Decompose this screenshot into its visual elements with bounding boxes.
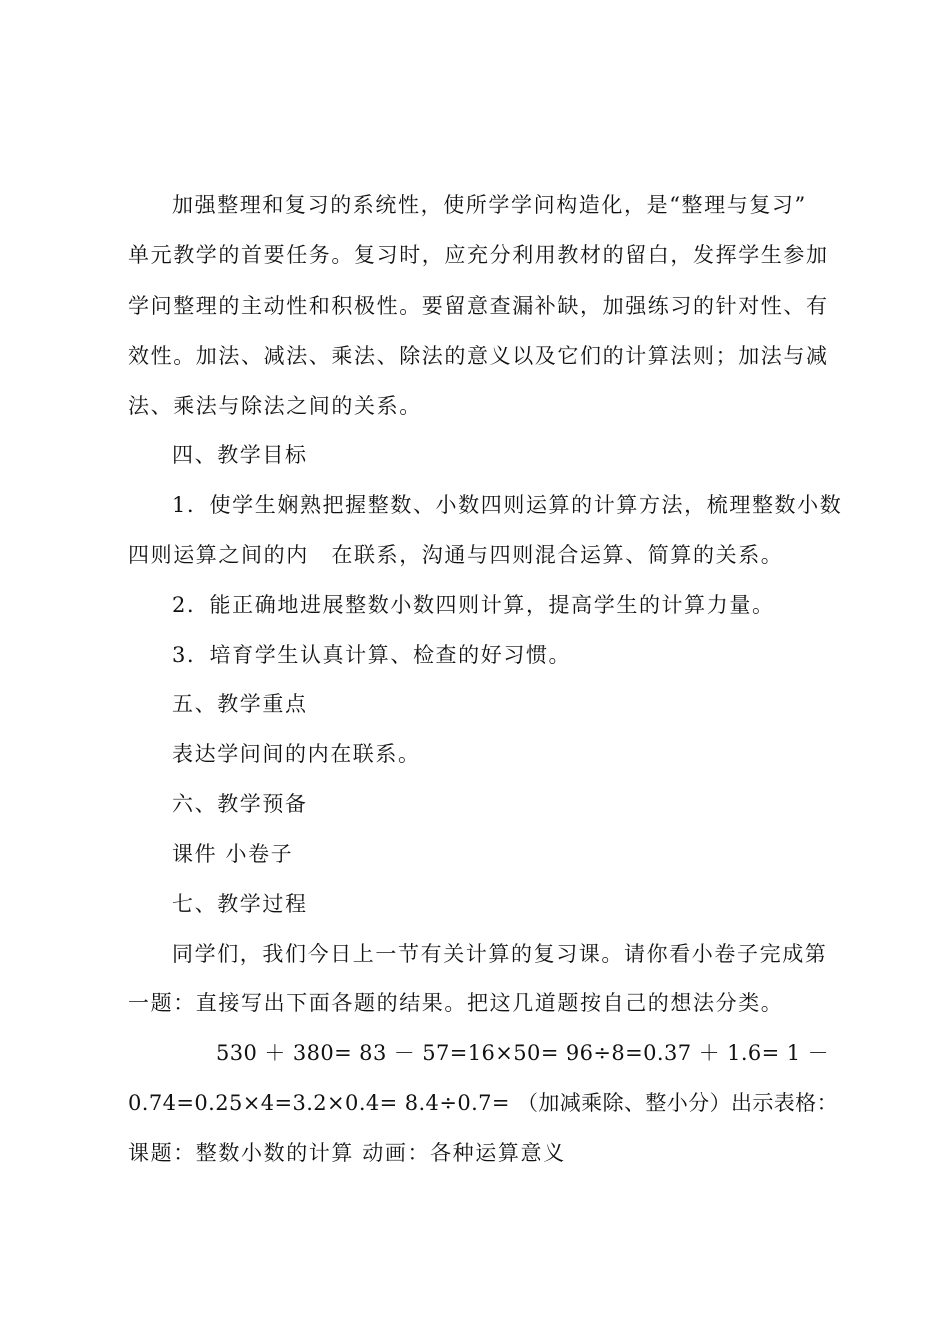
paragraph-line: 学问整理的主动性和积极性。要留意查漏补缺，加强练习的针对性、有 [128,294,829,318]
goal-item-1-continued: 四则运算之间的内 在联系，沟通与四则混合运算、简算的关系。 [128,543,784,567]
process-paragraph-line: 一题：直接写出下面各题的结果。把这几道题按自己的想法分类。 [128,991,784,1015]
paragraph-line: 效性。加法、减法、乘法、除法的意义以及它们的计算法则；加法与减 [128,344,829,368]
paragraph-line: 单元教学的首要任务。复习时，应充分利用教材的留白，发挥学生参加 [128,243,829,267]
section-heading-key-points: 五、教学重点 [172,692,308,716]
goal-item-3: 3．培育学生认真计算、检查的好习惯。 [172,643,572,667]
section-heading-goals: 四、教学目标 [172,443,308,467]
exercise-line: 0.74=0.25×4=3.2×0.4= 8.4÷0.7= （加减乘除、整小分）出示表格： [128,1091,838,1115]
exercise-line: 课题：整数小数的计算 动画：各种运算意义 [128,1141,566,1165]
exercise-line: 530 ＋ 380= 83 － 57=16×50= 96÷8=0.37 ＋ 1.6= 1 － [216,1041,829,1065]
goal-item-2: 2．能正确地进展整数小数四则计算，提高学生的计算力量。 [172,593,775,617]
key-point-text: 表达学问间的内在联系。 [172,742,421,766]
preparation-text: 课件 小卷子 [172,842,294,866]
section-heading-preparation: 六、教学预备 [172,792,308,816]
process-paragraph-line: 同学们，我们今日上一节有关计算的复习课。请你看小卷子完成第 [172,942,828,966]
paragraph-line: 加强整理和复习的系统性，使所学学问构造化，是“整理与复习” [172,193,807,217]
goal-item-1: 1．使学生娴熟把握整数、小数四则运算的计算方法，梳理整数小数 [172,493,843,517]
paragraph-line: 法、乘法与除法之间的关系。 [128,394,422,418]
section-heading-process: 七、教学过程 [172,892,308,916]
